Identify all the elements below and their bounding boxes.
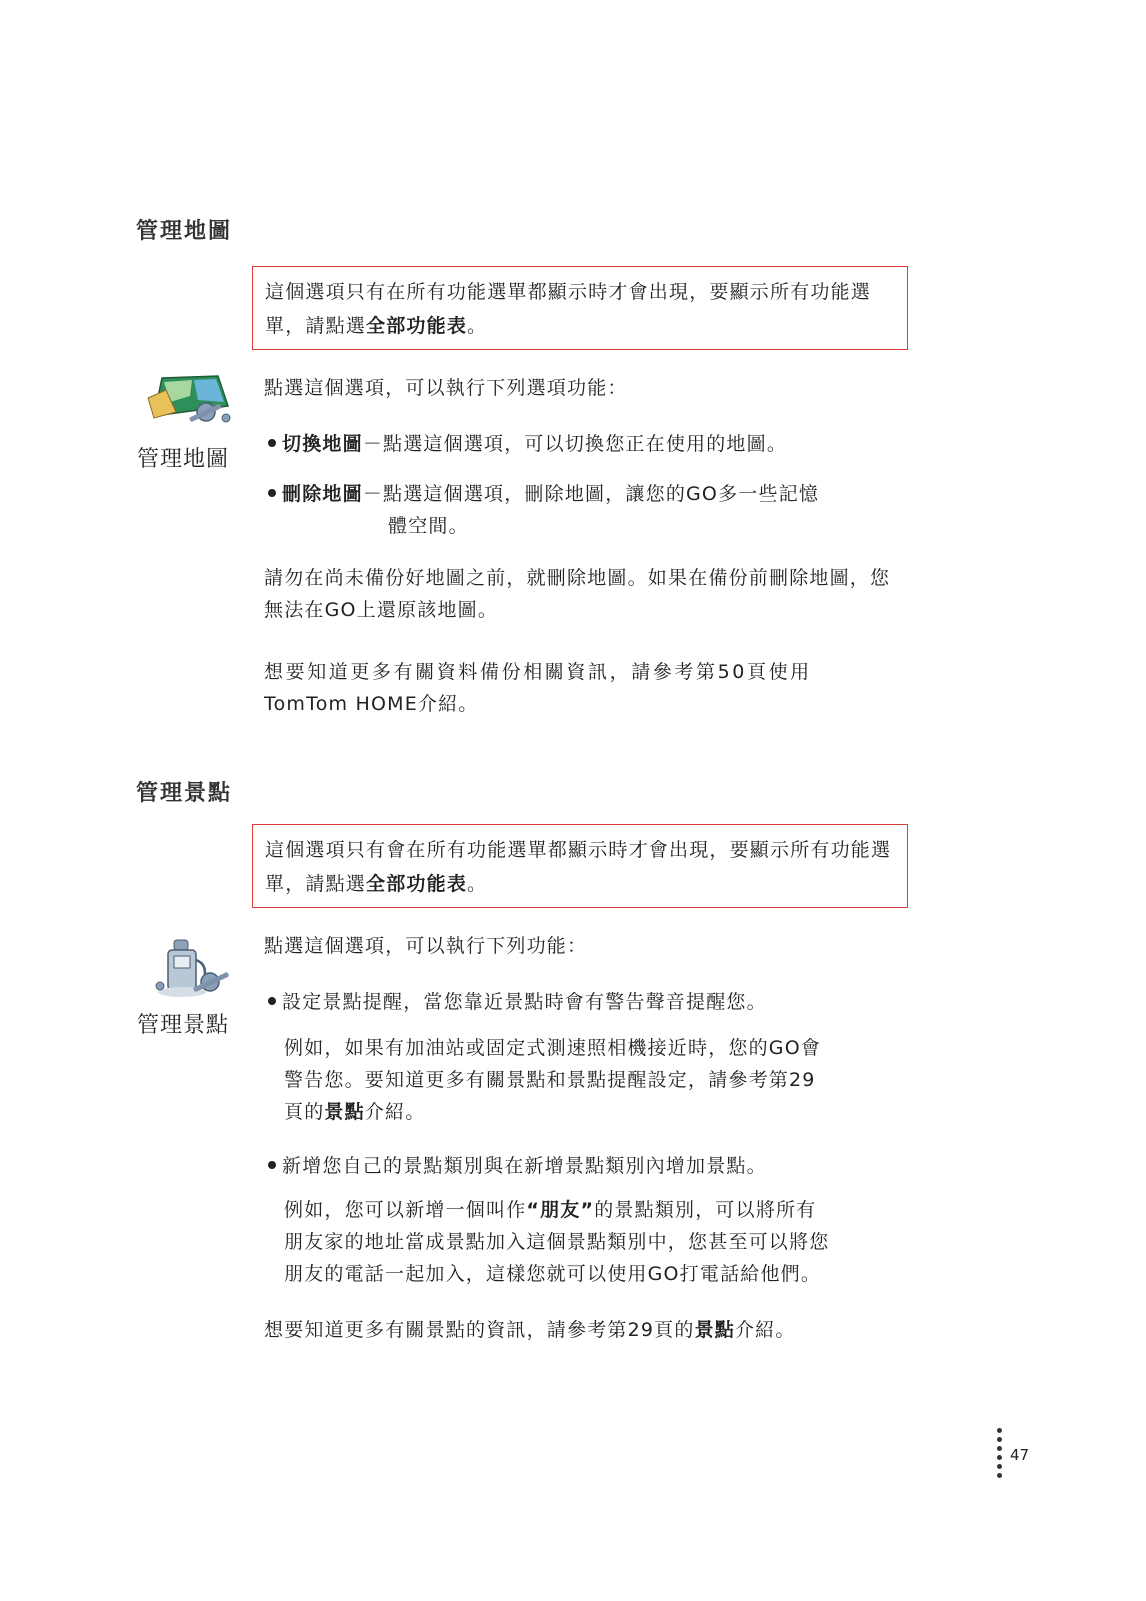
bullet-dot xyxy=(268,439,276,447)
bullet-dot xyxy=(268,1161,276,1169)
list-item-poi-alert: 設定景點提醒，當您靠近景點時會有警告聲音提醒您。 xyxy=(268,986,908,1018)
footer-more-info: 想要知道更多有關景點的資訊，請參考第29頁的景點介紹。 xyxy=(264,1319,796,1341)
note-text: 這個選項只有會在所有功能選單都顯示時才會出現，要顯示所有功能選單，請點選 xyxy=(265,839,892,895)
manage-poi-icon-label: 管理景點 xyxy=(137,1013,230,1038)
example-poi-alert: 例如，如果有加油站或固定式測速照相機接近時，您的GO會 警告您。要知道更多有關景點和景點提醒設定，請參考第29 頁的景點介紹。 xyxy=(284,1037,822,1123)
page-number-dots xyxy=(997,1428,1003,1482)
note-bold: 全部功能表 xyxy=(366,315,468,337)
list-item-delete-map-continued: 體空間。 xyxy=(388,515,469,537)
bullet-dot xyxy=(268,489,276,497)
manage-poi-intro: 點選這個選項，可以執行下列功能： xyxy=(264,935,588,957)
section-heading-manage-maps: 管理地圖 xyxy=(136,219,233,244)
manage-maps-icon-label: 管理地圖 xyxy=(137,447,230,472)
note-box-manage-maps: 這個選項只有在所有功能選單都顯示時才會出現，要顯示所有功能選單，請點選全部功能表。 xyxy=(252,266,908,350)
manage-poi-icon xyxy=(148,936,238,1000)
note-box-manage-poi: 這個選項只有會在所有功能選單都顯示時才會出現，要顯示所有功能選單，請點選全部功能表。 xyxy=(252,824,908,908)
page-number: 47 xyxy=(1010,1446,1030,1464)
list-item-add-category: 新增您自己的景點類別與在新增景點類別內增加景點。 xyxy=(268,1150,908,1182)
example-add-category: 例如，您可以新增一個叫作“朋友”的景點類別，可以將所有 朋友家的地址當成景點加入這個景點類別中，您甚至可以將您 朋友的電話一起加入，這樣您就可以使用GO打電話給他們。 xyxy=(284,1199,830,1285)
manage-maps-icon xyxy=(140,372,236,428)
note-text: 這個選項只有在所有功能選單都顯示時才會出現，要顯示所有功能選單，請點選 xyxy=(265,281,872,337)
warning-paragraph: 請勿在尚未備份好地圖之前，就刪除地圖。如果在備份前刪除地圖，您無法在GO上還原該地圖。 xyxy=(264,567,891,621)
bullet-dot xyxy=(268,997,276,1005)
list-item-switch-map: 切換地圖－點選這個選項，可以切換您正在使用的地圖。 xyxy=(268,428,908,460)
manage-maps-intro: 點選這個選項，可以執行下列選項功能： xyxy=(264,377,628,399)
note-bold: 全部功能表 xyxy=(366,873,468,895)
section-heading-manage-poi: 管理景點 xyxy=(136,781,233,806)
list-item-delete-map: 刪除地圖－點選這個選項，刪除地圖，讓您的GO多一些記憶 xyxy=(268,478,908,510)
more-info-paragraph: 想要知道更多有關資料備份相關資訊，請參考第50頁使用 TomTom HOME介紹。 xyxy=(264,661,812,715)
